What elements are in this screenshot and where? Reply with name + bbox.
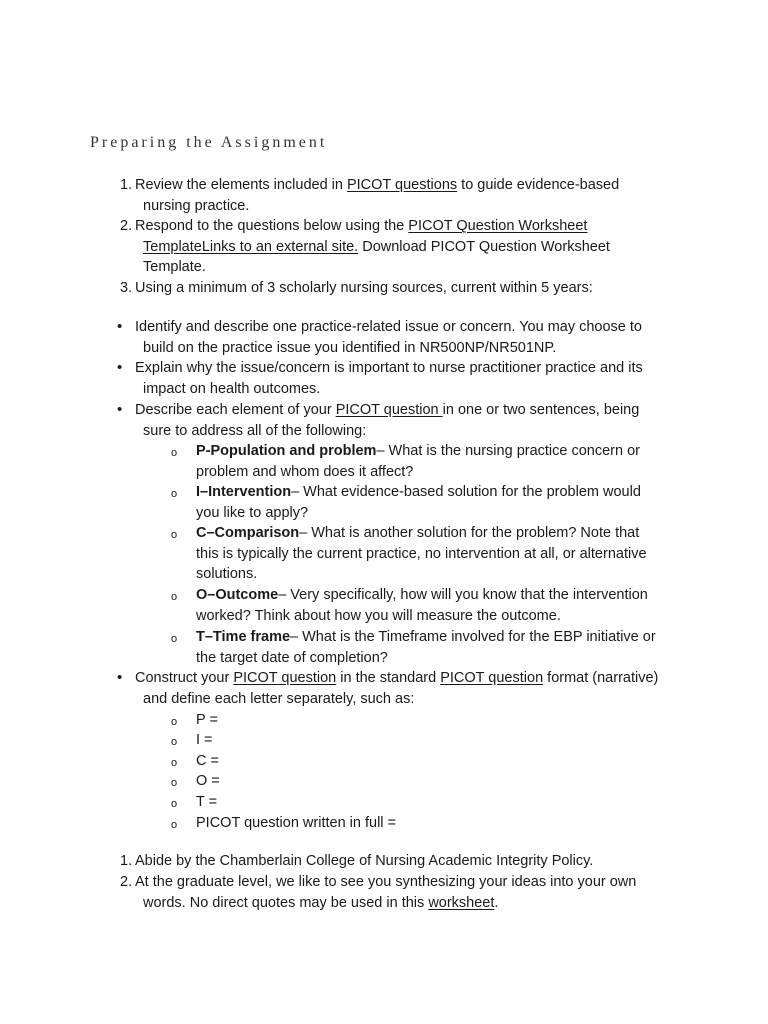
sub-bullet-text: I–Intervention– What evidence-based solution for the problem would you like to apply? — [196, 484, 641, 521]
definition-text: I = — [196, 732, 213, 748]
sub-bullet-marker: o — [171, 633, 178, 645]
picot-question-link[interactable]: PICOT question — [335, 402, 443, 418]
definition-text: C = — [196, 753, 219, 769]
item-text: Respond to the questions below using the PICOT Question Worksheet TemplateLinks to an external site. Download PICOT Question Worksheet Template. — [135, 218, 610, 276]
definition-text: PICOT question written in full = — [196, 815, 397, 831]
bullet-marker: • — [117, 359, 123, 376]
sub-bullet-marker: o — [171, 819, 178, 831]
item-number: 2. — [120, 218, 133, 234]
bullet-marker: • — [117, 318, 123, 335]
sub-bullet-marker: o — [171, 798, 178, 810]
bullet-text: Explain why the issue/concern is important to nurse practitioner practice and its impact on health outcomes. — [135, 360, 643, 397]
sub-bullet-marker: o — [171, 777, 178, 789]
item-text: Abide by the Chamberlain College of Nursing Academic Integrity Policy. — [135, 853, 594, 869]
sub-bullet-marker: o — [171, 447, 178, 459]
sub-bullet-text: C–Comparison– What is another solution for the problem? Note that this is typically the current practice, no intervention at all, or alternative solutions. — [196, 525, 647, 583]
sub-bullet-marker: o — [171, 736, 178, 748]
worksheet-link[interactable]: worksheet — [428, 894, 495, 911]
picot-question-format-link[interactable]: PICOT question — [440, 670, 544, 686]
item-number: 3. — [120, 280, 133, 296]
picot-question-link[interactable]: PICOT question — [233, 670, 337, 686]
sub-bullet-text: P-Population and problem– What is the nursing practice concern or problem and whom does it affect? — [196, 443, 640, 480]
definition-text: O = — [196, 773, 220, 789]
sub-bullet-marker: o — [171, 591, 178, 603]
definition-text: T = — [196, 794, 218, 810]
item-text: Review the elements included in PICOT questions to guide evidence-based nursing practice. — [135, 177, 620, 214]
sub-bullet-marker: o — [171, 757, 178, 769]
sub-bullet-text: T–Time frame– What is the Timeframe involved for the EBP initiative or the target date of completion? — [196, 629, 656, 666]
bullet-marker: • — [117, 401, 123, 418]
picot-questions-link[interactable]: PICOT questions — [346, 177, 458, 193]
external-site-link[interactable]: TemplateLinks to an external site. — [143, 238, 359, 255]
item-number: 1. — [120, 177, 133, 193]
bullet-text: Identify and describe one practice-related issue or concern. You may choose to build on the practice issue you identified in NR500NP/NR501NP. — [135, 319, 642, 356]
sub-bullet-marker: o — [171, 529, 178, 541]
bullet-marker: • — [117, 669, 123, 686]
item-text: At the graduate level, we like to see you synthesizing your ideas into your own words. No direct quotes may be used in this worksheet. — [135, 874, 637, 911]
worksheet-template-link[interactable]: PICOT Question Worksheet — [408, 218, 588, 234]
sub-bullet-text: O–Outcome– Very specifically, how will you know that the intervention worked? Think about how you will measure the outcome. — [196, 587, 648, 624]
definition-text: P = — [196, 712, 218, 728]
sub-bullet-marker: o — [171, 716, 178, 728]
item-text: Using a minimum of 3 scholarly nursing sources, current within 5 years: — [135, 280, 593, 296]
bullet-text: Describe each element of your PICOT question in one or two sentences, being sure to address all of the following: — [135, 402, 640, 439]
section-heading: Preparing the Assignment — [90, 134, 328, 151]
bullet-text: Construct your PICOT question in the standard PICOT question format (narrative) and define each letter separately, such as: — [135, 670, 659, 707]
item-number: 1. — [120, 853, 133, 869]
sub-bullet-marker: o — [171, 488, 178, 500]
item-number: 2. — [120, 874, 133, 890]
